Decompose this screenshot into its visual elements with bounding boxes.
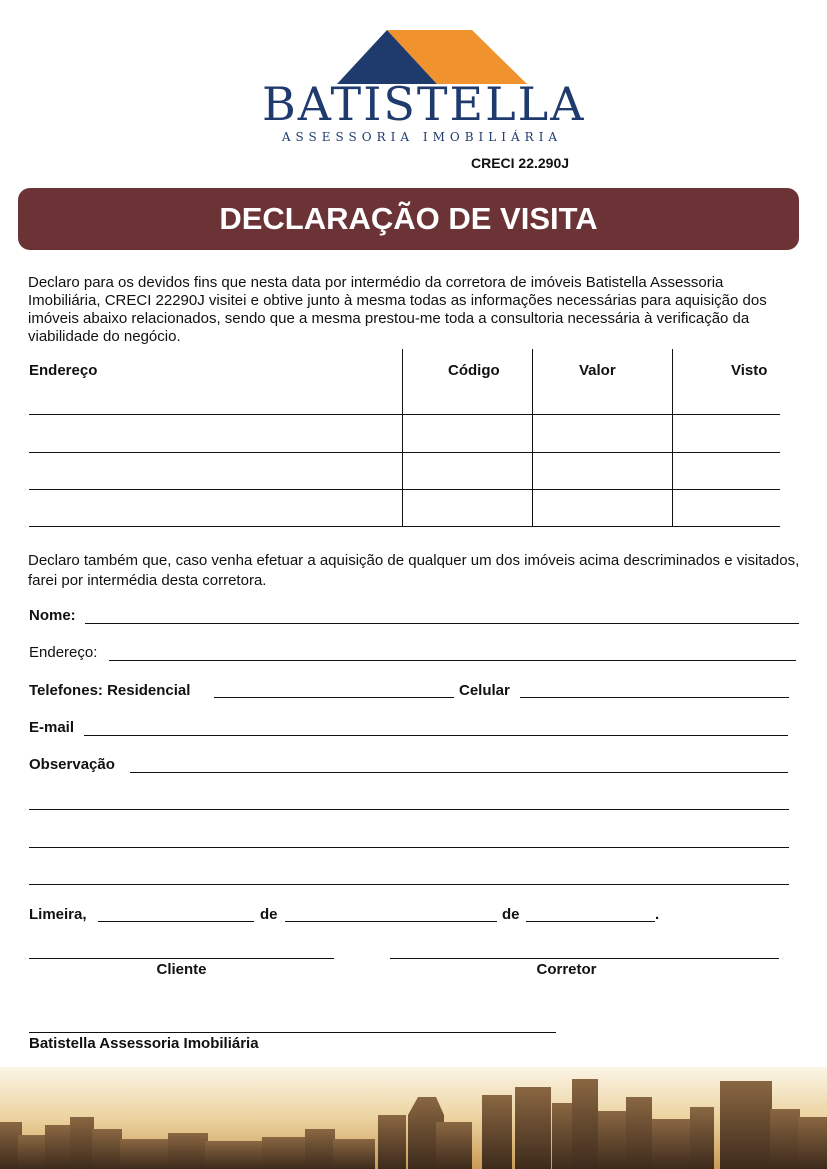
observacao-line[interactable] <box>29 809 789 810</box>
observacao-line[interactable] <box>29 884 789 885</box>
corretor-label: Corretor <box>536 961 597 978</box>
date-de-label: de <box>502 906 520 923</box>
col-header-visto: Visto <box>731 362 768 379</box>
date-de-label: de <box>260 906 278 923</box>
col-header-endereco: Endereço <box>29 362 98 379</box>
second-paragraph: Declaro também que, caso venha efetuar a aquisição de qualquer um dos imóveis acima descriminados e visitados, farei por intermédia desta corretora. <box>28 552 800 589</box>
signature-line-company[interactable] <box>29 1032 556 1033</box>
email-field[interactable] <box>84 735 788 736</box>
company-signature-label: Batistella Assessoria Imobiliária <box>29 1035 259 1052</box>
table-divider <box>672 349 673 527</box>
document-title: DECLARAÇÃO DE VISITA <box>219 201 598 236</box>
table-row[interactable] <box>29 489 780 490</box>
table-divider <box>532 349 533 527</box>
city-skyline-image <box>0 1067 827 1169</box>
brand-subtitle: ASSESSORIA IMOBILIÁRIA <box>281 130 563 144</box>
table-divider <box>402 349 403 527</box>
col-header-valor: Valor <box>579 362 616 379</box>
col-header-codigo: Código <box>448 362 500 379</box>
celular-field[interactable] <box>520 697 789 698</box>
email-label: E-mail <box>29 719 75 736</box>
signature-line-corretor[interactable] <box>390 958 779 959</box>
table-row[interactable] <box>29 452 780 453</box>
endereco-field[interactable] <box>109 660 796 661</box>
signature-line-cliente[interactable] <box>29 958 334 959</box>
celular-label: Celular <box>459 682 510 699</box>
city-label: Limeira, <box>29 906 87 923</box>
date-period: . <box>655 906 660 923</box>
endereco-label: Endereço: <box>29 644 98 661</box>
day-field[interactable] <box>98 921 254 922</box>
telefone-residencial-field[interactable] <box>214 697 454 698</box>
telefone-label: Telefones: Residencial <box>29 682 191 699</box>
year-field[interactable] <box>526 921 655 922</box>
intro-paragraph: Declaro para os devidos fins que nesta data por intermédio da corretora de imóveis Batistella Assessoria Imobiliária, CRECI 22290J visitei e obtive junto à mesma todas as informações necessárias para aquisição dos imóveis abaixo relacionados, sendo que a mesma prestou-me toda a consultoria necessária à verificação da viabilidade do negócio. <box>28 274 767 345</box>
observacao-field[interactable] <box>130 772 788 773</box>
observacao-label: Observação <box>29 756 115 773</box>
nome-field[interactable] <box>85 623 799 624</box>
brand-name: BATISTELLA <box>262 77 586 131</box>
observacao-line[interactable] <box>29 847 789 848</box>
creci-number: CRECI 22.290J <box>470 155 570 171</box>
table-row[interactable] <box>29 414 780 415</box>
cliente-label: Cliente <box>156 961 207 978</box>
table-row[interactable] <box>29 526 780 527</box>
nome-label: Nome: <box>29 607 76 624</box>
title-banner <box>18 188 799 250</box>
month-field[interactable] <box>285 921 497 922</box>
